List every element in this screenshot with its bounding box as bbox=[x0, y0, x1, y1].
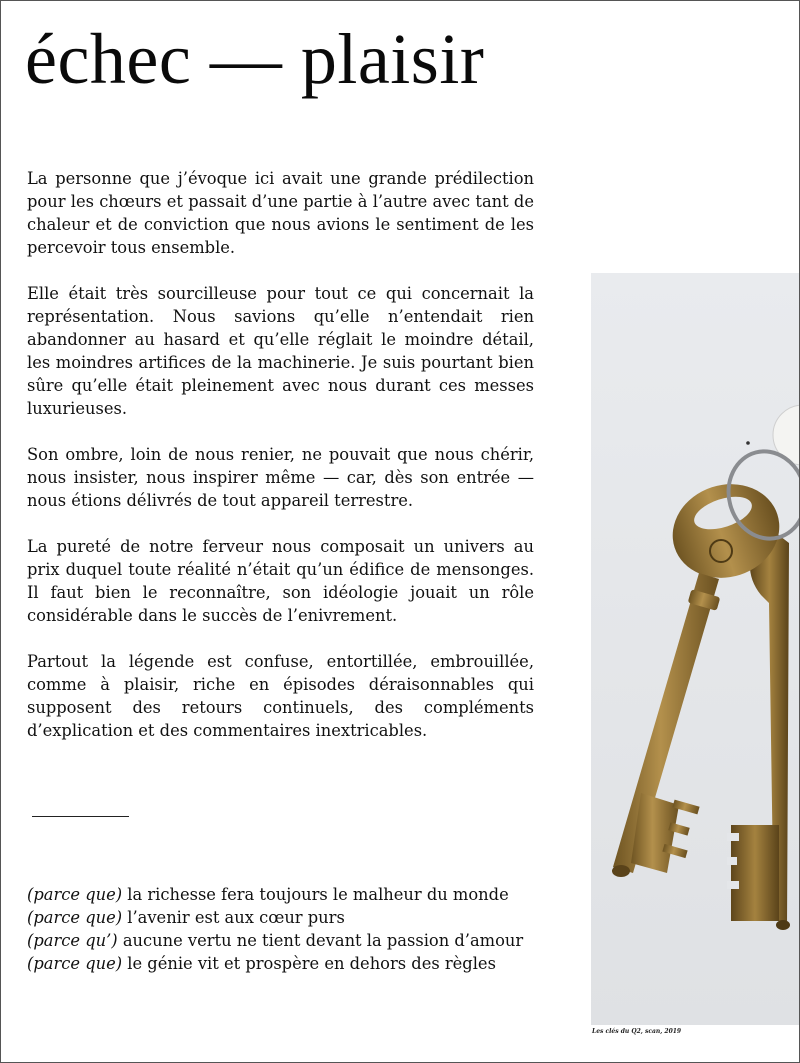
reason-text: la richesse fera toujours le malheur du monde bbox=[122, 885, 509, 904]
image-caption: Les clés du Q2, scan, 2019 bbox=[592, 1028, 682, 1035]
reason-line bbox=[27, 906, 567, 929]
brass-keys-photo bbox=[591, 273, 799, 1025]
paragraph: La pureté de notre ferveur nous composait un univers au prix duquel toute réalité n’était qu’un édifice de mensonges. Il faut bien le reconnaître, son idéologie jouait un rôle considérable dans le succès de l’enivrement. bbox=[27, 537, 534, 625]
reason-paren: (parce que) bbox=[27, 885, 123, 904]
reason-text: aucune vertu ne tient devant la passion d’amour bbox=[117, 931, 524, 950]
reason-paren: (parce que) bbox=[27, 908, 123, 927]
page-title: échec — plaisir bbox=[25, 19, 485, 99]
keys-icon bbox=[591, 273, 799, 1025]
reason-paren: (parce que) bbox=[27, 954, 123, 973]
body-text bbox=[27, 167, 534, 765]
paragraph: Partout la légende est confuse, entortillée, embrouillée, comme à plaisir, riche en épisodes déraisonnables qui supposent des retours continuels, des compléments d’explication et des commentaires inextricables. bbox=[27, 652, 534, 740]
reasons-list bbox=[27, 883, 567, 975]
reason-text: le génie vit et prospère en dehors des règles bbox=[122, 954, 496, 973]
paragraph: Elle était très sourcilleuse pour tout ce qui concernait la représentation. Nous savions qu’elle n’entendait rien abandonner au hasard et qu’elle réglait le moindre détail, les moindres artifices de la machinerie. Je suis pourtant bien sûre qu’elle était pleinement avec nous durant ces messes luxurieuses. bbox=[27, 284, 534, 418]
reason-line bbox=[27, 929, 567, 952]
reason-line bbox=[27, 883, 567, 906]
reason-paren: (parce qu’) bbox=[27, 931, 118, 950]
paragraph: La personne que j’évoque ici avait une grande prédilection pour les chœurs et passait d’une partie à l’autre avec tant de chaleur et de conviction que nous avions le sentiment de les percevoir tous ensemble. bbox=[27, 169, 534, 257]
reason-text: l’avenir est aux cœur purs bbox=[122, 908, 345, 927]
reason-line bbox=[27, 952, 567, 975]
paragraph: Son ombre, loin de nous renier, ne pouvait que nous chérir, nous insister, nous inspirer même — car, dès son entrée — nous étions délivrés de tout appareil terrestre. bbox=[27, 445, 534, 510]
footnote-rule bbox=[32, 816, 129, 817]
